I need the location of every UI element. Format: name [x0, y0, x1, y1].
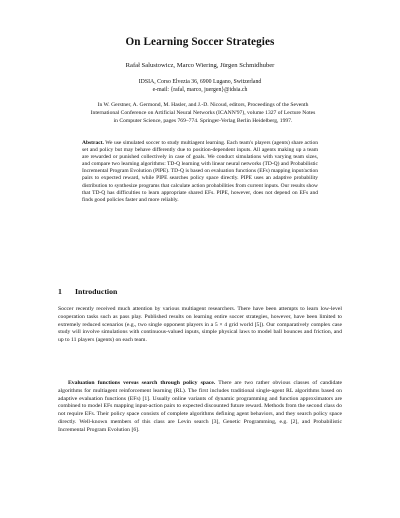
affiliation-address: IDSIA, Corso Elvezia 36, 6900 Lugano, Switzerland: [138, 79, 262, 85]
abstract: [82, 140, 318, 204]
paper-title: On Learning Soccer Strategies: [125, 36, 275, 48]
paragraph-body: There are two rather obvious classes of candidate algorithms for multiagent reinforcement learning (RL). The first includes traditional single-agent RL algorithms based on adaptive evaluation functions (EFs) [1]. Usually online variants of dynamic programming and function approximators are combined to model EFs mapping input-action pairs to expected discounted future reward. Methods from the second class do not require EFs. Their policy space consists of complete algorithms defining agent behaviors, and they search policy space directly. Well-known members of this class are Levin search [3], Genetic Programming, e.g. [2], and Probabilistic Incremental Program Evolution [6].: [58, 380, 342, 433]
intro-paragraph-1: Soccer recently received much attention by various multiagent researchers. There have been attempts to learn low-level cooperation tasks such as pass play. Published results on learning entire soccer strategies, however, have been limited to extremely reduced scenarios (e.g., two single opponent players in a 5 × 4 grid world [5]). Our comparatively complex case study will involve simulations with continuous-valued inputs, simple physical laws to model ball bounces and friction, and up to 11 players (agents) on each team.: [58, 306, 342, 343]
affiliation-email: e-mail: {rafal, marco, juergen}@idsia.ch: [152, 87, 248, 93]
intro-paragraph-2: [58, 380, 342, 434]
abstract-label: Abstract.: [82, 140, 104, 146]
paragraph-lead-heading: Evaluation functions versus search through policy space.: [68, 380, 216, 386]
section-title: Introduction: [75, 287, 118, 296]
author-list: Rafał Salustowicz, Marco Wiering, Jürgen Schmidhuber: [125, 62, 275, 69]
section-heading: [58, 287, 117, 296]
section-number: 1: [58, 287, 62, 296]
publication-citation: In W. Gerstner, A. Germond, M. Hasler, and J.-D. Nicoud, editors, Proceedings of the Seventh International Conference on Artificial Neural Networks (ICANN'97), volume 1327 of Lecture Notes in Computer Science, pages 769–774. Springer-Verlag Berlin Heidelberg, 1997.: [90, 102, 316, 124]
affiliation: [0, 78, 400, 94]
abstract-text: We use simulated soccer to study multiagent learning. Each team's players (agents) share action set and policy but may behave differently due to position-dependent inputs. All agents making up a team are rewarded or punished collectively in case of goals. We conduct simulations with varying team sizes, and compare two learning algorithms: TD-Q learning with linear neural networks (TD-Q) and Probabilistic Incremental Program Evolution (PIPE). TD-Q is based on evaluation functions (EFs) mapping input/action pairs to expected reward, while PIPE searches policy space directly. PIPE uses an adaptive probability distribution to synthesize programs that calculate action probabilities from current inputs. Our results show that TD-Q has difficulties to learn appropriate shared EFs. PIPE, however, does not depend on EFs and finds good policies faster and more reliably.: [82, 140, 318, 203]
